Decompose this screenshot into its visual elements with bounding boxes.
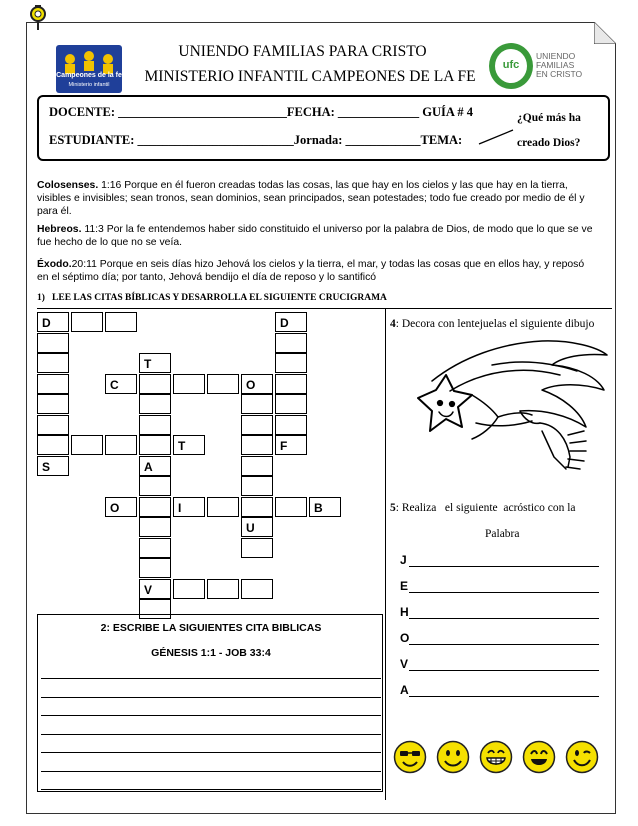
crossword-cell[interactable] — [105, 312, 137, 332]
tema-text-2: creado Dios? — [517, 137, 581, 149]
acrostic-line[interactable] — [409, 644, 599, 645]
crossword-cell[interactable] — [139, 497, 171, 517]
writing-line[interactable] — [41, 771, 381, 772]
acrostic-letter: A — [400, 683, 409, 697]
crossword-cell[interactable]: I — [173, 497, 205, 517]
crossword-cell[interactable] — [37, 415, 69, 435]
crossword-cell[interactable] — [275, 497, 307, 517]
acrostic-letter: E — [400, 579, 409, 593]
crossword-cell[interactable] — [241, 476, 273, 496]
crossword-cell[interactable] — [139, 517, 171, 537]
crossword-cell[interactable]: A — [139, 456, 171, 476]
tema-text-1: ¿Qué más ha — [517, 112, 581, 124]
crossword-cell[interactable] — [139, 538, 171, 558]
verse-exodo: Éxodo.20:11 Porque en seis días hizo Jehová los cielos y la tierra, el mar, y todas las cosas que en ellos hay, y reposó en el séptimo día; por tanto, Jehová bendijo el día de reposo y lo santificó — [37, 259, 585, 283]
info-box — [37, 95, 610, 161]
divider-v — [385, 308, 386, 800]
crossword-cell[interactable]: D — [275, 312, 307, 332]
verse-colosenses: Colosenses. 1:16 Porque en él fueron creadas todas las cosas, las que hay en los cielos y las que hay en la tierra, visibles e invisibles; sean tronos, sean dominios, sean principados, sean potestades; todo fue creado por medio de él y para él. — [37, 180, 585, 217]
crossword-cell[interactable]: S — [37, 456, 69, 476]
crossword-cell[interactable] — [275, 374, 307, 394]
acrostic-line[interactable] — [409, 670, 599, 671]
crossword-cell[interactable]: T — [173, 435, 205, 455]
shooting-star-drawing — [392, 335, 617, 485]
activity4-title: 4: Decora con lentejuelas el siguiente dibujo — [390, 318, 595, 330]
activity2-ref: GÉNESIS 1:1 - JOB 33:4 — [151, 647, 271, 659]
crossword-cell[interactable] — [71, 312, 103, 332]
crossword-cell[interactable] — [139, 415, 171, 435]
crossword-cell[interactable] — [241, 435, 273, 455]
crossword-cell[interactable] — [275, 353, 307, 373]
acrostic-letter: V — [400, 657, 409, 671]
crossword-cell[interactable]: C — [105, 374, 137, 394]
docente-line: DOCENTE: ___________________________FECHA: _____________ GUÍA # 4 — [49, 105, 473, 119]
crossword-cell[interactable] — [37, 394, 69, 414]
pin-icon — [26, 2, 50, 32]
crossword-cell[interactable] — [37, 333, 69, 353]
crossword-cell[interactable] — [241, 394, 273, 414]
activity2-box — [37, 614, 383, 792]
crossword-cell[interactable]: O — [105, 497, 137, 517]
crossword-cell[interactable] — [241, 415, 273, 435]
crossword-cell[interactable] — [139, 435, 171, 455]
crossword-cell[interactable] — [173, 374, 205, 394]
page-fold-icon — [594, 22, 616, 44]
ufc-logo-ring — [489, 43, 533, 89]
crossword-cell[interactable] — [71, 435, 103, 455]
crossword-cell[interactable] — [207, 579, 239, 599]
crossword-cell[interactable] — [105, 435, 137, 455]
smiley-smile-icon — [436, 740, 470, 774]
writing-line[interactable] — [41, 697, 381, 698]
estudiante-line: ESTUDIANTE: _________________________Jornada: ____________TEMA: — [49, 133, 463, 147]
header-title-line1: UNIENDO FAMILIAS PARA CRISTO — [178, 43, 427, 60]
writing-line[interactable] — [41, 734, 381, 735]
crossword-cell[interactable] — [241, 538, 273, 558]
activity1-title: 1) LEE LAS CITAS BÍBLICAS Y DESARROLLA EL SIGUIENTE CRUCIGRAMA — [37, 293, 387, 303]
activity5-word: Palabra — [485, 528, 520, 540]
smiley-wink-icon — [565, 740, 599, 774]
crossword-cell[interactable] — [241, 579, 273, 599]
activity2-title: 2: ESCRIBE LA SIGUIENTES CITA BIBLICAS — [100, 622, 322, 634]
tema-arrow-icon — [477, 127, 517, 147]
logo-right-abbr: ufc — [502, 59, 520, 71]
acrostic-line[interactable] — [409, 696, 599, 697]
crossword-cell[interactable]: O — [241, 374, 273, 394]
crossword-cell[interactable] — [207, 497, 239, 517]
logo-left-sub: Ministerio infantil — [68, 82, 110, 88]
acrostic-letter: J — [400, 553, 407, 567]
logo-right-name: UNIENDO FAMILIAS EN CRISTO — [536, 51, 583, 79]
activity5-title: 5: Realiza el siguiente acróstico con la — [390, 502, 576, 514]
crossword-cell[interactable]: D — [37, 312, 69, 332]
writing-line[interactable] — [41, 715, 381, 716]
crossword-cell[interactable] — [173, 579, 205, 599]
smiley-happy-icon — [522, 740, 556, 774]
divider-h — [37, 308, 612, 309]
acrostic-letter: O — [400, 631, 410, 645]
smiley-grin-icon — [479, 740, 513, 774]
crossword-cell[interactable] — [139, 374, 171, 394]
crossword-cell[interactable] — [139, 476, 171, 496]
writing-line[interactable] — [41, 752, 381, 753]
crossword-cell[interactable]: T — [139, 353, 171, 373]
crossword-cell[interactable]: B — [309, 497, 341, 517]
acrostic-line[interactable] — [409, 618, 599, 619]
acrostic-line[interactable] — [409, 566, 599, 567]
acrostic-letter: H — [400, 605, 409, 619]
writing-line[interactable] — [41, 789, 381, 790]
crossword-cell[interactable]: U — [241, 517, 273, 537]
writing-line[interactable] — [41, 678, 381, 679]
crossword-cell[interactable] — [241, 456, 273, 476]
crossword-cell[interactable] — [275, 415, 307, 435]
crossword-cell[interactable] — [207, 374, 239, 394]
crossword-cell[interactable] — [37, 353, 69, 373]
acrostic-line[interactable] — [409, 592, 599, 593]
crossword-cell[interactable] — [37, 435, 69, 455]
crossword-cell[interactable] — [139, 394, 171, 414]
verse-hebreos: Hebreos. 11:3 Por la fe entendemos haber sido constituido el universo por la palabra de Dios, de modo que lo que se ve fue hecho de lo que no se veía. — [37, 224, 593, 248]
logo-left-text: Campeones de la fe — [56, 72, 122, 79]
crossword-cell[interactable] — [37, 374, 69, 394]
crossword-cell[interactable] — [139, 558, 171, 578]
crossword-cell[interactable] — [275, 333, 307, 353]
crossword-cell[interactable]: V — [139, 579, 171, 599]
campeones-logo — [56, 45, 122, 93]
smiley-cool-icon — [393, 740, 427, 774]
crossword-cell[interactable]: F — [275, 435, 307, 455]
crossword-cell[interactable] — [275, 394, 307, 414]
header-title-line2: MINISTERIO INFANTIL CAMPEONES DE LA FE — [144, 68, 476, 85]
crossword-cell[interactable] — [241, 497, 273, 517]
